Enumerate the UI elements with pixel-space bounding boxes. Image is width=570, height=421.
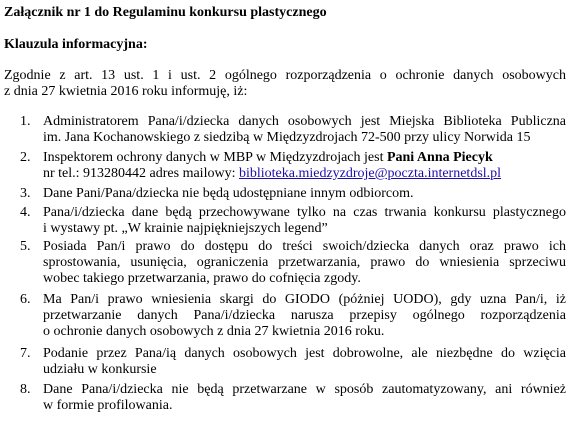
clause-line: Ma Pan/i prawo wniesienia skargi do GIODO (póżniej UODO), gdy uzna Pan/i, iż <box>43 292 566 307</box>
clause-number: 6. <box>20 292 31 307</box>
clause-number: 4. <box>20 205 31 220</box>
clause-text <box>43 114 566 146</box>
clause-line: wobec takiego przetwarzania, prawo do cofnięcia zgody. <box>43 271 361 286</box>
clause-line: udziału w konkursie <box>43 362 157 377</box>
clause-line: Dane Pana/i/dziecka nie będą przetwarzane w sposób zautomatyzowany, ani również <box>43 382 566 397</box>
clause-line: Pana/i/dziecka dane będą przechowywane tylko na czas trwania konkursu plastycznego <box>43 205 566 220</box>
clause-number: 2. <box>20 150 31 165</box>
clause-text <box>43 382 566 414</box>
clause-number: 1. <box>20 114 31 129</box>
clause-line-prefix: nr tel.: 913280442 adres mailowy: <box>43 166 239 181</box>
clause-text <box>43 292 566 340</box>
clause-line: Posiada Pan/i prawo do dostępu do treści swoich/dziecka danych oraz prawo ich <box>43 239 566 254</box>
attachment-title: Załącznik nr 1 do Regulaminu konkursu plastycznego <box>4 5 327 20</box>
clause-text <box>43 186 566 202</box>
clause-number: 7. <box>20 346 31 361</box>
clause-line: i wystawy pt. „W krainie najpiękniejszych legend” <box>43 221 328 236</box>
email-link[interactable]: biblioteka.miedzyzdroje@poczta.internetdsl.pl <box>238 166 502 181</box>
clause-line <box>43 150 566 166</box>
clause-line: przetwarzanie danych Pana/i/dziecka narusza przepisy ogólnego rozporządzenia <box>43 308 566 323</box>
clause-number: 8. <box>20 382 31 397</box>
clause-line: Dane Pani/Pana/dziecka nie będą udostępniane innym odbiorcom. <box>43 186 414 201</box>
clause-text <box>43 205 566 237</box>
intro-line-2: z dnia 27 kwietnia 2016 roku informuję, iż: <box>4 84 248 99</box>
intro-line-1: Zgodnie z art. 13 ust. 1 i ust. 2 ogólnego rozporządzenia o ochronie danych osobowych <box>4 68 566 83</box>
clause-line: Podanie przez Pana/ią danych osobowych jest dobrowolne, ale niezbędne do wzięcia <box>43 346 566 361</box>
clause-line: w formie profilowania. <box>43 398 173 413</box>
clause-line: Administratorem Pana/i/dziecka danych osobowych jest Miejska Biblioteka Publiczna <box>43 114 566 129</box>
clause-line <box>43 166 566 182</box>
clause-line: o ochronie danych osobowych z dnia 27 kwietnia 2016 roku. <box>43 324 385 339</box>
clause-number: 3. <box>20 186 31 201</box>
clause-line: im. Jana Kochanowskiego z siedzibą w Międzyzdrojach 72-500 przy ulicy Norwida 15 <box>43 130 531 145</box>
intro-paragraph <box>4 68 566 100</box>
clause-line: sprostowania, usunięcia, ograniczenia przetwarzania, prawo do wniesienia sprzeciwu <box>43 255 566 270</box>
clause-number: 5. <box>20 239 31 254</box>
clause-line-prefix: Inspektorem ochrony danych w MBP w Międzyzdrojach jest <box>43 150 387 165</box>
clause-text <box>43 150 566 182</box>
clause-text <box>43 239 566 287</box>
clause-text <box>43 346 566 378</box>
section-title: Klauzula informacyjna: <box>4 37 148 52</box>
inspector-name: Pani Anna Piecyk <box>386 150 493 165</box>
